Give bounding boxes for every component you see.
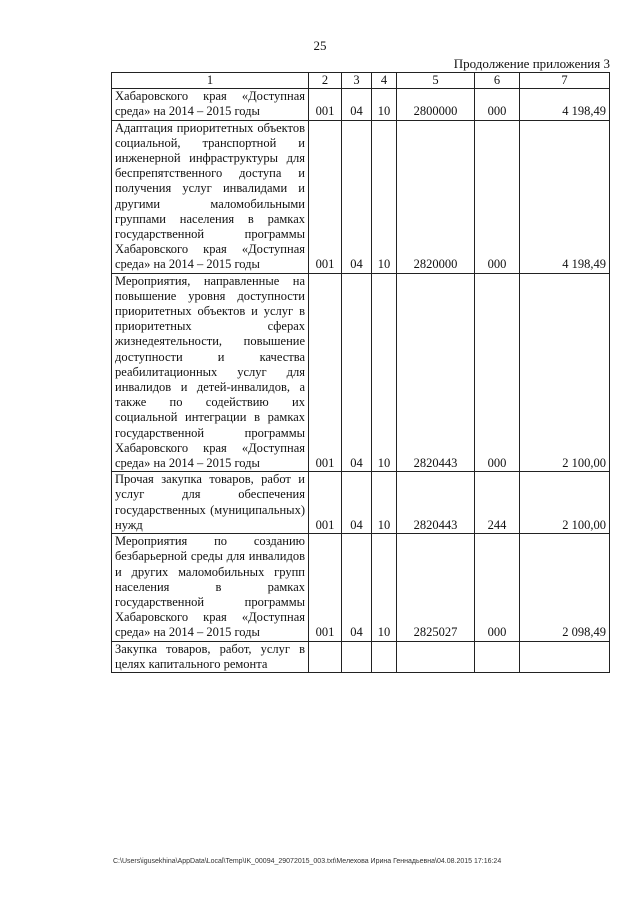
row-amount: 2 100,00 bbox=[520, 273, 610, 472]
row-amount: 2 098,49 bbox=[520, 534, 610, 641]
row-name: Хабаровского края «Доступная среда» на 2014 – 2015 годы bbox=[112, 89, 309, 120]
row-subsection-code: 10 bbox=[372, 273, 397, 472]
row-ministry-code: 001 bbox=[309, 273, 342, 472]
table-row bbox=[112, 120, 610, 273]
header-col-4: 4 bbox=[372, 73, 397, 89]
row-target-code: 2820443 bbox=[397, 273, 475, 472]
header-row bbox=[112, 73, 610, 89]
budget-table bbox=[111, 72, 610, 673]
row-target-code: 2825027 bbox=[397, 534, 475, 641]
table-row bbox=[112, 534, 610, 641]
page-number: 25 bbox=[313, 38, 327, 53]
row-amount: 2 100,00 bbox=[520, 472, 610, 534]
row-section-code: 04 bbox=[342, 120, 372, 273]
row-name: Мероприятия, направленные на повышение уровня доступности приоритетных объектов и услуг в приоритетных сферах жизнедеятельности, повышение доступности и качества реабилитационных услуг для инвалидов и детей-инвалидов, а также по содействию их социальной интеграции в рамках государственной программы Хабаровского края «Доступная среда» на 2014 – 2015 годы bbox=[112, 273, 309, 472]
continuation-label: Продолжение приложения 3 bbox=[453, 56, 610, 71]
row-ministry-code: 001 bbox=[309, 534, 342, 641]
footer-file-path: C:\Users\igusekhina\AppData\Local\Temp\IK_00094_29072015_003.txt\Мелехова Ирина Геннадьевна\04.08.2015 17:16:24 bbox=[113, 858, 502, 865]
row-ministry-code: 001 bbox=[309, 89, 342, 120]
row-section-code: 04 bbox=[342, 472, 372, 534]
table-row bbox=[112, 472, 610, 534]
row-subsection-code: 10 bbox=[372, 120, 397, 273]
header-col-6: 6 bbox=[475, 73, 520, 89]
row-target-code: 2820000 bbox=[397, 120, 475, 273]
row-expense-type: 000 bbox=[475, 120, 520, 273]
row-expense-type: 000 bbox=[475, 89, 520, 120]
row-target-code: 2800000 bbox=[397, 89, 475, 120]
row-subsection-code: 10 bbox=[372, 89, 397, 120]
row-expense-type: 000 bbox=[475, 534, 520, 641]
row-amount: 4 198,49 bbox=[520, 89, 610, 120]
row-amount bbox=[520, 641, 610, 672]
row-name: Прочая закупка товаров, работ и услуг для обеспечения государственных (муниципальных) нужд bbox=[112, 472, 309, 534]
row-target-code bbox=[397, 641, 475, 672]
row-name: Мероприятия по созданию безбарьерной среды для инвалидов и других маломобильных групп населения в рамках государственной программы Хабаровского края «Доступная среда» на 2014 – 2015 годы bbox=[112, 534, 309, 641]
row-ministry-code bbox=[309, 641, 342, 672]
row-amount: 4 198,49 bbox=[520, 120, 610, 273]
row-name: Адаптация приоритетных объектов социальной, транспортной и инженерной инфраструктуры для беспрепятственного доступа и получения услуг инвалидами и другими маломобильными группами населения в рамках государственной программы Хабаровского края «Доступная среда» на 2014 – 2015 годы bbox=[112, 120, 309, 273]
row-section-code: 04 bbox=[342, 273, 372, 472]
header-col-1: 1 bbox=[112, 73, 309, 89]
table-row bbox=[112, 273, 610, 472]
header-col-7: 7 bbox=[520, 73, 610, 89]
row-expense-type: 000 bbox=[475, 273, 520, 472]
row-target-code: 2820443 bbox=[397, 472, 475, 534]
header-col-3: 3 bbox=[342, 73, 372, 89]
table-row bbox=[112, 641, 610, 672]
row-expense-type bbox=[475, 641, 520, 672]
row-section-code: 04 bbox=[342, 89, 372, 120]
row-subsection-code: 10 bbox=[372, 472, 397, 534]
header-col-2: 2 bbox=[309, 73, 342, 89]
row-expense-type: 244 bbox=[475, 472, 520, 534]
row-name: Закупка товаров, работ, услуг в целях капитального ремонта bbox=[112, 641, 309, 672]
row-ministry-code: 001 bbox=[309, 120, 342, 273]
table-row bbox=[112, 89, 610, 120]
row-section-code: 04 bbox=[342, 534, 372, 641]
row-ministry-code: 001 bbox=[309, 472, 342, 534]
row-subsection-code: 10 bbox=[372, 534, 397, 641]
header-col-5: 5 bbox=[397, 73, 475, 89]
row-section-code bbox=[342, 641, 372, 672]
row-subsection-code bbox=[372, 641, 397, 672]
